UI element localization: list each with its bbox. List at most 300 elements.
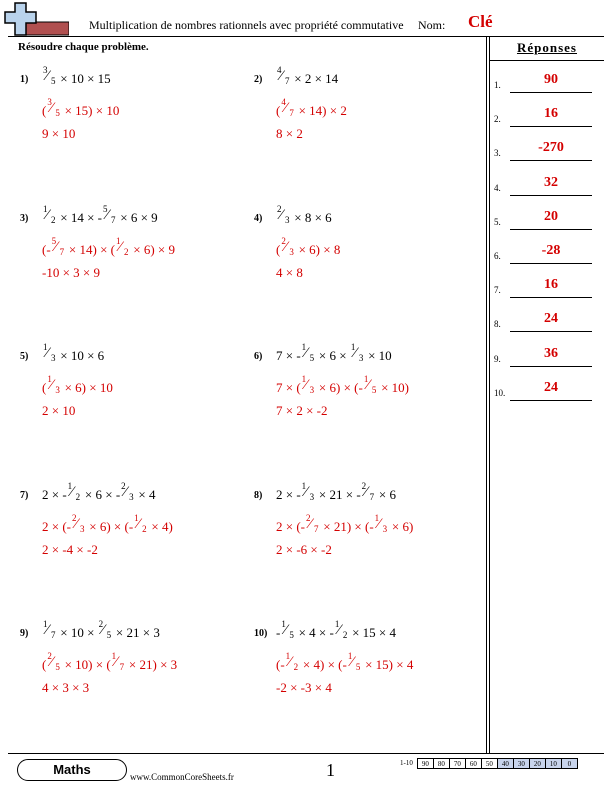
fraction-denominator: 5 [55,108,60,118]
score-cell: 90 [417,758,434,769]
solution-step-1 [42,235,175,258]
solution-step-2 [276,265,303,281]
answer-line [510,92,592,93]
fraction [301,374,316,395]
fraction [133,512,148,534]
fraction [51,235,66,257]
problem-expression [42,480,156,503]
fraction [98,619,113,640]
expr-text: × 14 × - [57,209,102,225]
fraction-denominator: 7 [51,630,56,640]
fraction-numerator: 2 [281,235,286,246]
solution-step-2 [276,403,328,419]
fraction-numerator: 1 [47,374,52,384]
expr-text: ( [42,380,47,395]
expr-text: × 21 × - [315,486,361,502]
score-cell: 70 [450,758,466,769]
expr-text: × 2 × 14 [291,71,339,86]
fraction-slash: ⁄ [50,654,53,670]
fraction-denominator: 2 [51,214,56,225]
problem [20,619,245,704]
fraction-numerator: 1 [67,480,73,491]
fraction [120,480,135,502]
answer-line [510,126,592,127]
problem-expression [42,203,158,226]
fraction-numerator: 1 [301,480,307,491]
fraction-slash: ⁄ [137,515,140,532]
answer-number: 7. [494,285,501,296]
fraction [102,203,117,225]
answer-line [510,331,592,332]
fraction-denominator: 3 [309,491,315,502]
expr-text: 2 × -6 × -2 [276,541,332,557]
expr-text: × 10 [364,348,392,363]
instructions: Résoudre chaque problème. [18,41,149,53]
fraction-numerator: 1 [347,651,353,661]
expr-text: (- [276,657,285,672]
fraction-slash: ⁄ [304,345,308,361]
expr-text: 2 × (- [276,518,305,534]
fraction-slash: ⁄ [54,238,58,255]
fraction-slash: ⁄ [304,377,308,393]
answer-value: 24 [544,379,558,395]
answer-row [494,345,604,368]
expr-text: × 6 × - [81,486,121,502]
footer-rule [8,753,604,754]
answer-value: 32 [544,174,558,190]
solution-step-1 [42,651,178,673]
fraction [305,512,320,534]
expr-text: 2 × (- [42,518,71,534]
expr-text: × 4) × (- [299,657,347,672]
answer-number: 5. [494,216,501,227]
fraction-slash: ⁄ [364,483,368,500]
fraction-numerator: 4 [281,97,286,107]
problem-number: 7) [20,489,29,501]
fraction [280,619,295,640]
fraction-slash: ⁄ [46,206,49,223]
expr-text: × 6) [388,518,414,534]
fraction-denominator: 3 [80,523,85,534]
answer-row [494,379,604,402]
problem-expression [42,342,105,364]
answer-value: 20 [544,208,558,224]
problem-expression [42,65,111,87]
expr-text: 2 × -4 × -2 [42,541,98,557]
fraction-denominator: 3 [309,385,315,395]
fraction-slash: ⁄ [50,377,53,393]
fraction-slash: ⁄ [106,206,109,223]
fraction-numerator: 1 [301,374,307,384]
answer-value: 24 [544,311,558,327]
fraction-numerator: 1 [363,374,369,384]
expr-text: ( [42,657,47,672]
fraction-numerator: 1 [374,512,380,523]
fraction [334,619,349,640]
expr-text: 7 × ( [276,380,301,395]
fraction-numerator: 1 [350,342,356,352]
fraction-numerator: 1 [301,342,307,352]
fraction-numerator: 1 [285,651,291,661]
problem [254,480,479,566]
problem-number: 1) [20,74,29,85]
fraction-denominator: 7 [119,662,125,672]
fraction-numerator: 2 [72,512,77,523]
fraction-slash: ⁄ [377,515,381,532]
answer-line [510,263,592,264]
fraction-numerator: 1 [281,619,286,629]
answer-number: 8. [494,319,501,330]
fraction [42,203,57,225]
fraction-denominator: 5 [55,662,60,672]
problem-number: 6) [254,351,263,362]
site-url: www.CommonCoreSheets.fr [130,772,234,782]
fraction [347,651,362,672]
expr-text: × 15) × 10 [61,103,120,118]
fraction-denominator: 3 [285,214,290,225]
expr-text: ( [42,103,47,118]
solution-step-1 [276,235,341,258]
answer-line [510,297,592,298]
fraction-denominator: 5 [289,630,294,640]
fraction-denominator: 5 [106,630,112,640]
expr-text: -2 × -3 × 4 [276,680,332,695]
answer-row [494,142,604,162]
problem [20,342,245,427]
solution-step-1 [276,374,409,396]
answer-row [494,208,604,231]
solution-step-1 [42,374,113,396]
problem-expression [276,342,392,364]
problem [254,65,479,150]
fraction [42,342,57,363]
answer-number: 9. [494,353,501,364]
fraction [276,203,291,225]
expr-text: × 10 × 15 [57,71,111,86]
fraction-slash: ⁄ [366,377,370,393]
fraction-denominator: 7 [59,246,65,257]
fraction-denominator: 7 [369,491,375,502]
fraction [111,651,126,672]
fraction-numerator: 1 [43,619,48,629]
answer-line [510,229,592,230]
expr-text: × 14) × ( [65,241,115,257]
solution-step-1 [42,512,173,535]
fraction [42,619,57,640]
problem [20,480,245,566]
answer-number: 6. [494,251,501,261]
fraction-slash: ⁄ [124,483,127,500]
problem-expression [276,65,339,87]
expr-text: × 15) × 4 [361,657,414,672]
fraction-denominator: 3 [51,353,56,363]
fraction [71,512,86,534]
score-table [398,758,578,769]
fraction [276,65,291,86]
expr-text: 7 × - [276,348,301,363]
fraction-slash: ⁄ [284,100,287,116]
fraction [374,512,389,534]
expr-text: × 8 × 6 [291,209,332,225]
fraction-numerator: 1 [43,342,48,352]
answer-number: 3. [494,148,501,159]
answer-row [494,174,604,197]
answer-value: 16 [544,277,558,293]
fraction-denominator: 2 [342,630,348,640]
expr-text: 7 × 2 × -2 [276,403,328,418]
fraction-slash: ⁄ [119,238,122,255]
fraction-slash: ⁄ [304,483,308,500]
fraction [46,374,61,395]
expr-text: × 21 × 3 [112,625,160,640]
expr-text: × 6) × 9 [130,241,175,257]
answer-value: 36 [544,345,558,361]
fraction-denominator: 7 [314,523,319,534]
fraction-slash: ⁄ [353,345,357,361]
fraction-numerator: 2 [47,651,52,661]
expr-text: -10 × 3 × 9 [42,264,100,280]
header-rule [8,36,604,37]
expr-text: 4 × 3 × 3 [42,680,90,695]
problem [254,619,479,704]
answer-line [510,160,592,161]
fraction-denominator: 3 [129,491,134,502]
solution-step-1 [42,97,120,119]
expr-text: ( [276,241,281,257]
answer-number: 1. [494,80,501,90]
fraction-numerator: 2 [121,480,126,491]
answer-row [494,245,604,265]
problem [20,65,245,150]
score-cell: 60 [466,758,482,769]
fraction-numerator: 3 [43,65,48,75]
answer-value: -270 [538,140,564,156]
fraction-slash: ⁄ [309,515,312,532]
score-cell: 10 [546,758,562,769]
fraction-denominator: 7 [111,214,116,225]
problem-expression [276,619,397,641]
fraction-slash: ⁄ [46,68,49,84]
expr-text: × 10) × ( [61,657,111,672]
expr-text: 9 × 10 [42,126,76,141]
fraction-slash: ⁄ [75,515,78,532]
fraction-numerator: 2 [361,480,367,491]
solution-step-2 [42,126,75,142]
column-divider [486,36,487,753]
score-cell: 80 [434,758,450,769]
score-cell: 20 [530,758,546,769]
expr-text: × 15 × 4 [348,625,397,640]
expr-text: 4 × 8 [276,264,303,280]
fraction-numerator: 1 [116,235,121,246]
expr-text: ( [276,103,281,118]
problem-number: 3) [20,212,29,224]
fraction-slash: ⁄ [46,622,49,638]
expr-text: × 4 × - [295,625,334,640]
plus-sign-logo-icon [3,1,69,37]
fraction [301,480,316,502]
fraction-denominator: 3 [358,353,364,363]
fraction [361,480,376,502]
fraction [46,97,61,118]
fraction-numerator: 4 [277,65,282,75]
fraction [350,342,365,363]
score-cell: 50 [482,758,498,769]
problem-expression [42,619,160,641]
subject-badge: Maths [17,759,127,781]
solution-step-1 [276,97,347,119]
fraction [67,480,82,502]
answer-line [510,366,592,367]
fraction-slash: ⁄ [284,238,287,255]
answer-row [494,279,604,299]
answer-key-label: Clé [468,12,493,31]
solution-step-2 [42,680,89,696]
answer-value: -28 [541,243,561,258]
score-cell: 40 [498,758,514,769]
answer-value: 90 [544,72,558,87]
fraction-numerator: 3 [47,97,52,107]
expr-text: × 6) × 10 [61,380,113,395]
fraction-denominator: 2 [293,662,299,672]
fraction-slash: ⁄ [46,345,49,361]
expr-text: 8 × 2 [276,126,303,141]
answers-heading: Réponses [516,40,577,55]
solution-step-2 [42,542,98,558]
fraction-numerator: 1 [111,651,117,661]
problem-number: 5) [20,351,29,362]
fraction-numerator: 5 [103,203,108,214]
solution-step-2 [42,265,100,281]
expr-text: 2 × - [42,486,67,502]
fraction [285,651,300,672]
fraction-numerator: 2 [306,512,311,523]
fraction-slash: ⁄ [101,622,105,638]
expr-text: × 14) × 2 [295,103,347,118]
fraction-slash: ⁄ [70,483,74,500]
fraction [280,235,295,257]
page-number: 1 [326,760,335,780]
expr-text: × 10) [377,380,409,395]
problem-number: 4) [254,212,263,224]
fraction-numerator: 5 [51,235,57,246]
fraction-slash: ⁄ [350,654,354,670]
expr-text: × 6) × 8 [295,241,341,257]
problem [20,203,245,289]
answer-number: 2. [494,114,501,125]
expr-text: × 10 × [57,625,98,640]
fraction-slash: ⁄ [114,654,118,670]
fraction-slash: ⁄ [280,206,283,223]
answer-row [494,313,604,333]
fraction [115,235,130,257]
answer-number: 10. [494,387,506,398]
fraction-denominator: 3 [289,246,294,257]
column-divider-inner [489,36,490,753]
expr-text: 2 × - [276,486,301,502]
solution-step-2 [42,403,75,419]
answer-number: 4. [494,182,501,193]
expr-text: × 6 [375,486,397,502]
answer-line [510,195,592,196]
score-range-label: 1-10 [400,759,413,767]
solution-step-1 [276,651,414,673]
expr-text: × 6) × (- [315,380,363,395]
expr-text: × 10 × 6 [57,348,105,363]
fraction-denominator: 5 [309,353,315,363]
fraction [42,65,57,86]
expr-text: × 21) × 3 [125,657,178,672]
fraction [363,374,378,395]
problem-number: 8) [254,489,263,501]
fraction-numerator: 1 [334,619,340,629]
fraction [301,342,316,363]
fraction-slash: ⁄ [50,100,53,116]
worksheet-title: Multiplication de nombres rationnels avec propriété commutative [89,18,404,32]
solution-step-1 [276,512,414,535]
expr-text: (- [42,241,51,257]
fraction-denominator: 2 [75,491,81,502]
expr-text: 2 × 10 [42,403,76,418]
expr-text: × 6) × (- [86,518,134,534]
score-cell: 30 [514,758,530,769]
fraction-numerator: 2 [277,203,282,214]
fraction-slash: ⁄ [288,654,292,670]
fraction-slash: ⁄ [280,68,283,84]
fraction-denominator: 5 [371,385,377,395]
expr-text: × 6 × [315,348,350,363]
fraction-numerator: 2 [98,619,104,629]
expr-text: × 6 × 9 [117,209,158,225]
answer-value: 16 [544,106,558,122]
fraction-denominator: 3 [55,385,60,395]
solution-step-2 [276,126,303,142]
expr-text: × 4 [135,486,156,502]
problem-number: 2) [254,74,263,85]
answer-row [494,108,604,128]
fraction [46,651,61,672]
fraction-denominator: 5 [51,76,56,86]
expr-text: × 21) × (- [320,518,374,534]
problem-expression [276,203,332,226]
expr-text: - [276,625,281,640]
fraction-slash: ⁄ [284,622,287,638]
fraction-numerator: 1 [43,203,48,214]
fraction-denominator: 5 [355,662,361,672]
fraction-denominator: 7 [285,76,290,86]
fraction-denominator: 7 [289,108,294,118]
problem-number: 9) [20,628,29,639]
fraction-denominator: 2 [142,523,147,534]
answers-heading-rule [490,60,604,61]
expr-text: × 4) [148,518,173,534]
problem [254,342,479,427]
fraction-denominator: 2 [124,246,129,257]
name-label: Nom: [418,18,446,32]
problem-number: 10) [254,628,268,639]
problem [254,203,479,289]
problem-expression [276,480,397,503]
answer-line [510,400,592,401]
fraction-denominator: 3 [382,523,388,534]
fraction-slash: ⁄ [337,622,341,638]
score-cell: 0 [562,758,578,769]
answer-row [494,74,604,94]
solution-step-2 [276,542,332,558]
fraction [280,97,295,118]
solution-step-2 [276,680,332,696]
fraction-numerator: 1 [134,512,139,523]
